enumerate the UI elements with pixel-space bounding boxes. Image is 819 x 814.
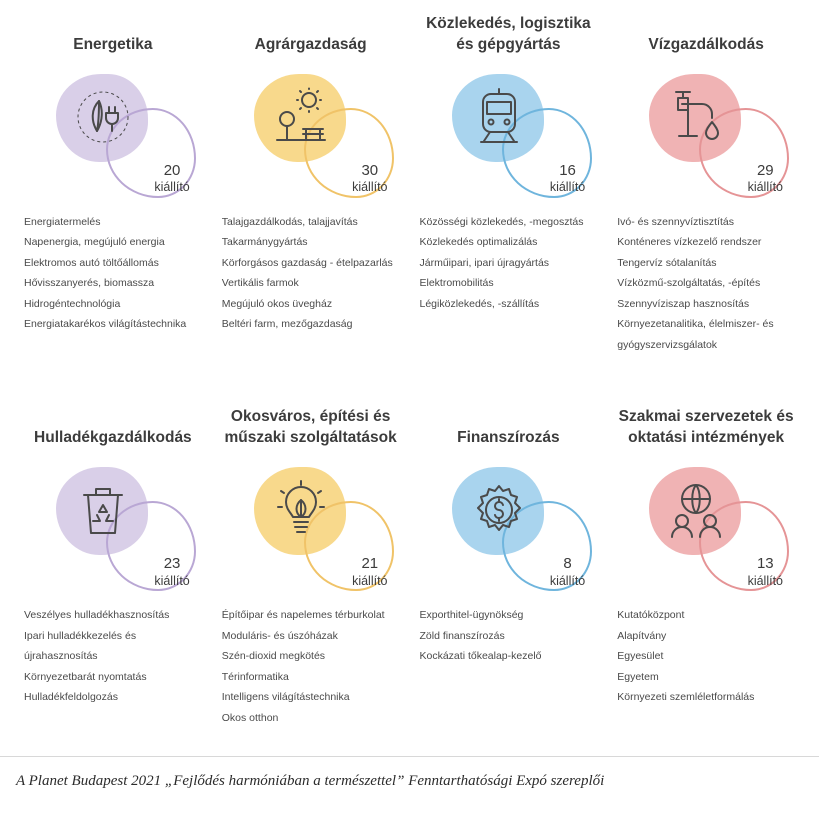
category-title (615, 401, 797, 451)
exhibitor-count (550, 555, 585, 589)
category-card-energetika (14, 8, 212, 371)
category-title-text: Finanszírozás (457, 429, 560, 447)
category-title-text: Közlekedés, logisztika és gépgyártás (426, 15, 591, 54)
exhibitor-count-number: 16 (559, 161, 576, 179)
list-item: Szennyvíziszap hasznosítás (617, 297, 750, 310)
exhibitor-count (748, 162, 783, 196)
exhibitor-count-number: 30 (361, 161, 379, 179)
list-item: Napenergia, megújuló energia (24, 236, 165, 249)
list-item: Moduláris- és úszóházak (221, 629, 338, 642)
list-item: Takarmánygyártás (221, 236, 308, 249)
exhibitor-count (550, 162, 585, 196)
list-item: Közlekedés optimalizálás (419, 236, 538, 249)
list-item: Intelligens világítástechnika (221, 691, 350, 704)
list-item: Veszélyes hulladékhasznosítás (24, 609, 170, 622)
list-item: Okos otthon (221, 711, 279, 724)
category-item-list (615, 605, 797, 707)
category-illustration (615, 64, 797, 204)
row-spacer (14, 371, 805, 401)
list-item: Légiközlekedés, -szállítás (419, 297, 540, 310)
category-row-top (14, 8, 805, 371)
list-item: Tengervíz sótalanítás (617, 256, 717, 269)
list-item: Konténeres vízkezelő rendszer (617, 236, 762, 249)
list-item: Járműipari, ipari újragyártás (419, 256, 550, 269)
list-item: Körforgásos gazdaság - ételpazarlás (221, 256, 393, 269)
list-item: Hidrogéntechnológia (24, 297, 121, 310)
category-illustration (418, 457, 600, 597)
exhibitor-count-unit: kiállító (352, 573, 388, 588)
list-item: Megújuló okos üvegház (221, 297, 333, 310)
exhibitor-count (154, 555, 189, 589)
list-item: Vízközmű-szolgáltatás, -építés (617, 277, 761, 290)
category-title-text: Agrárgazdaság (254, 36, 367, 54)
lightbulb-leaf-icon (266, 475, 336, 545)
list-item: Beltéri farm, mezőgazdaság (221, 318, 353, 331)
recycling-bin-icon (68, 475, 138, 545)
list-item: Hulladékfeldolgozás (24, 691, 118, 704)
exhibitor-count (352, 162, 387, 196)
list-item: Elektromos autó töltőállomás (24, 256, 159, 269)
category-title (220, 401, 402, 451)
globe-people-icon (661, 475, 731, 545)
category-title-text: Szakmai szervezetek és oktatási intézmények (618, 408, 794, 447)
energy-plug-leaf-icon (68, 82, 138, 152)
category-item-list (220, 605, 402, 728)
list-item: Talajgazdálkodás, talajjavítás (221, 216, 358, 228)
list-item: Kockázati tőkealap-kezelő (419, 650, 542, 663)
list-item: Kutatóközpont (617, 609, 685, 622)
exhibitor-count-number: 13 (756, 554, 774, 572)
category-title (418, 401, 600, 451)
list-item: Hővisszanyerés, biomassza (24, 277, 155, 290)
list-item: Építőipar és napelemes térburkolat (221, 609, 385, 622)
exhibitor-count-unit: kiállító (154, 180, 190, 195)
list-item: Ivó- és szennyvíztisztítás (617, 216, 734, 228)
category-item-list (22, 605, 204, 707)
category-item-list (418, 212, 600, 314)
exhibitor-count-unit: kiállító (747, 573, 783, 588)
exhibitor-count (352, 555, 387, 589)
category-illustration (22, 64, 204, 204)
category-card-kozlekedes (410, 8, 608, 371)
list-item: Exporthitel-ügynökség (419, 609, 524, 622)
list-item: Térinformatika (221, 670, 289, 683)
category-title (220, 8, 402, 58)
exhibitor-count (748, 555, 783, 589)
category-illustration (220, 64, 402, 204)
exhibitor-count-unit: kiállító (549, 180, 586, 195)
list-item: Energiatakarékos világítástechnika (24, 318, 187, 331)
category-card-vizgazdalkodas (607, 8, 805, 371)
list-item: Energiatermelés (24, 216, 101, 228)
category-illustration (418, 64, 600, 204)
exhibitor-count-number: 20 (163, 161, 181, 179)
list-item: Egyesület (617, 650, 664, 663)
category-illustration (22, 457, 204, 597)
category-item-list (22, 212, 204, 335)
exhibitor-count-number: 21 (361, 554, 379, 572)
list-item: Szén-dioxid megkötés (221, 650, 326, 663)
faucet-water-drop-icon (661, 82, 731, 152)
list-item: Ipari hulladékkezelés és újrahasznosítás (24, 629, 137, 663)
category-card-szakmai (607, 401, 805, 744)
category-item-list (220, 212, 402, 335)
exhibitor-count-unit: kiállító (549, 573, 586, 588)
list-item: Környezeti szemléletformálás (617, 691, 755, 704)
category-item-list (418, 605, 600, 666)
list-item: Zöld finanszírozás (419, 629, 505, 642)
exhibitor-count-unit: kiállító (154, 573, 190, 588)
list-item: Elektromobilitás (419, 277, 494, 290)
category-card-finanszirozas (410, 401, 608, 744)
list-item: Közösségi közlekedés, -megosztás (419, 216, 584, 228)
train-icon (464, 82, 534, 152)
category-title (615, 8, 797, 58)
category-title-text: Vízgazdálkodás (648, 36, 764, 54)
category-title-text: Okosváros, építési és műszaki szolgáltatások (224, 408, 397, 447)
exhibitor-count-number: 23 (163, 554, 181, 572)
category-illustration (220, 457, 402, 597)
sun-tree-bench-icon (266, 82, 336, 152)
category-card-hulladek (14, 401, 212, 744)
category-card-okosvaros (212, 401, 410, 744)
exhibitor-count-number: 8 (563, 554, 572, 572)
category-item-list (615, 212, 797, 355)
category-title-text: Energetika (73, 36, 153, 54)
category-title (418, 8, 600, 58)
category-illustration (615, 457, 797, 597)
exhibitor-count (154, 162, 189, 196)
exhibitor-count-unit: kiállító (747, 180, 783, 195)
list-item: Alapítvány (617, 629, 667, 642)
category-row-bottom (14, 401, 805, 744)
category-title (22, 8, 204, 58)
list-item: Egyetem (617, 670, 659, 683)
exhibitor-count-unit: kiállító (352, 180, 388, 195)
list-item: Környezetanalitika, élelmiszer- és gyógyszervizsgálatok (617, 318, 774, 351)
figure-caption: A Planet Budapest 2021 „Fejlődés harmóniában a természettel” Fenntarthatósági Expó szereplői (16, 773, 605, 790)
gear-dollar-icon (464, 475, 534, 545)
exhibitor-count-number: 29 (756, 161, 774, 179)
category-title (22, 401, 204, 451)
list-item: Vertikális farmok (221, 277, 299, 290)
list-item: Környezetbarát nyomtatás (24, 670, 147, 683)
category-title-text: Hulladékgazdálkodás (34, 429, 192, 447)
category-card-agrargazdasag (212, 8, 410, 371)
